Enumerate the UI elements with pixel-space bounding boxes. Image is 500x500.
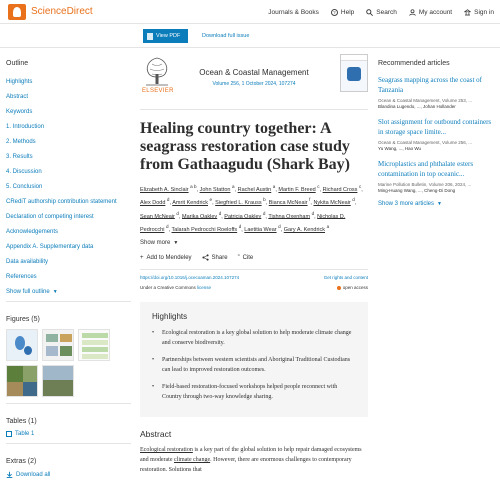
chevron-down-icon: ▼ xyxy=(173,240,179,247)
highlights-box xyxy=(140,302,368,417)
chevron-down-icon: ▼ xyxy=(52,289,58,295)
author-name[interactable]: Rachel Austin xyxy=(237,186,272,193)
open-access-badge xyxy=(337,285,368,290)
pdf-icon xyxy=(147,33,153,40)
journals-books-link[interactable]: Journals & Books xyxy=(268,8,319,16)
author-name[interactable]: Gary A. Kendrick xyxy=(283,226,326,233)
outline-heading: Outline xyxy=(6,60,29,67)
author-name[interactable]: Patricia Oakley xyxy=(224,213,262,220)
figure-thumbnail-5[interactable] xyxy=(42,365,74,397)
download-all-label: Download all xyxy=(16,471,51,478)
right-sidebar xyxy=(378,56,494,207)
download-icon xyxy=(6,471,13,478)
recommended-article-authors: Blandina Lugendo, ..., Johan Hollander xyxy=(378,104,456,109)
recommended-article-meta: Ocean & Coastal Management, Volume 256, ... xyxy=(378,140,473,145)
outline-item-abstract[interactable]: Abstract xyxy=(6,94,29,100)
journal-cover-thumbnail[interactable] xyxy=(340,54,368,92)
top-nav xyxy=(268,0,494,24)
license-row xyxy=(140,285,368,290)
author-name[interactable]: Siegfried L. Krauss xyxy=(215,200,262,207)
tables-heading: Tables (1) xyxy=(6,418,37,425)
highlight-item: • Partnerships between western scientists and Aboriginal Traditional Custodians can lead to improved restoration outcomes. xyxy=(152,355,356,375)
abstract-heading: Abstract xyxy=(140,429,172,440)
abstract-text xyxy=(140,445,368,475)
abstract-link[interactable]: climate change xyxy=(173,457,211,464)
top-bar xyxy=(0,0,500,24)
outline-item-keywords[interactable]: Keywords xyxy=(6,109,33,115)
table-1-link[interactable] xyxy=(6,431,131,437)
show-full-outline-button[interactable] xyxy=(6,289,131,295)
show-more-label: Show more xyxy=(140,240,171,247)
outline-item-credit[interactable]: CRediT authorship contribution statement xyxy=(6,199,117,205)
search-link[interactable] xyxy=(366,9,397,16)
doi-row xyxy=(140,269,368,280)
show-more-articles-button[interactable] xyxy=(378,201,494,207)
outline-list xyxy=(6,75,131,285)
figures-grid xyxy=(6,329,131,397)
article-actions xyxy=(140,254,368,261)
recommended-article-title[interactable]: Slot assignment for outbound containers in storage space limite... xyxy=(378,118,492,136)
outline-item-acknowledgements[interactable]: Acknowledgements xyxy=(6,229,59,235)
outline-item-conclusion[interactable]: 5. Conclusion xyxy=(6,184,43,190)
author-name[interactable]: Bianca McNeair xyxy=(268,200,308,207)
share-icon xyxy=(202,254,209,261)
doi-link[interactable]: https://doi.org/10.1016/j.ocecoaman.2024.107274 xyxy=(140,275,240,281)
download-full-issue-link[interactable]: Download full issue xyxy=(202,33,250,39)
journal-header xyxy=(140,50,368,110)
outline-item-appendix[interactable]: Appendix A. Supplementary data xyxy=(6,244,94,250)
share-label: Share xyxy=(211,254,228,261)
my-account-label: My account xyxy=(418,8,453,16)
journal-title[interactable]: Ocean & Coastal Management xyxy=(199,68,309,77)
outline-item-highlights[interactable]: Highlights xyxy=(6,79,33,85)
highlights-heading: Highlights xyxy=(152,312,188,322)
figure-thumbnail-3[interactable] xyxy=(78,329,110,361)
figure-thumbnail-1[interactable] xyxy=(6,329,38,361)
my-account-link[interactable] xyxy=(409,9,452,16)
search-icon xyxy=(366,9,373,16)
abstract-link[interactable]: Ecological restoration xyxy=(140,447,193,454)
highlight-text: Field-based restoration-focused workshops helped people reconnect with Country through two-way knowledge sharing. xyxy=(162,384,338,401)
recommended-article-title[interactable]: Seagrass mapping across the coast of Tanzania xyxy=(378,76,482,94)
help-icon: ? xyxy=(331,9,338,16)
license-prefix: Under a Creative Commons xyxy=(140,285,196,291)
article-title: Healing country together: A seagrass restoration case study from Gathaagudu (Shark Bay) xyxy=(140,120,350,173)
author-name[interactable]: Amrit Kendrick xyxy=(172,200,208,207)
author-name[interactable]: Nykita McNeair xyxy=(313,200,351,207)
author-name[interactable]: Elizabeth A. Sinclair xyxy=(140,186,189,193)
show-full-outline-label: Show full outline xyxy=(6,289,50,295)
highlight-text: Partnerships between western scientists and Aboriginal Traditional Custodians can lead to improved restoration outcomes. xyxy=(162,357,351,374)
author-name[interactable]: John Statton xyxy=(199,186,231,193)
author-name[interactable]: Richard Cross xyxy=(322,186,358,193)
view-pdf-button[interactable] xyxy=(143,29,188,43)
author-name[interactable]: Alex Dodd xyxy=(140,200,166,207)
divider xyxy=(6,403,131,404)
outline-item-references[interactable]: References xyxy=(6,274,37,280)
figures-heading: Figures (5) xyxy=(6,316,40,323)
abstract-fragment: . However, there are enormous challenges to contemporary restoration. Solutions that xyxy=(140,457,352,474)
brand-name: ScienceDirect xyxy=(31,6,93,17)
author-name[interactable]: Laetitia Wear xyxy=(244,226,277,233)
author-name[interactable]: Nicholas D. Pedrocchi xyxy=(140,213,346,233)
article-toolbar xyxy=(0,24,500,48)
extras-heading: Extras (2) xyxy=(6,458,37,465)
author-name[interactable]: Talarah Pedrocchi Roeloffs xyxy=(171,226,238,233)
figure-thumbnail-4[interactable] xyxy=(6,365,38,397)
outline-item-competing-interest[interactable]: Declaration of competing interest xyxy=(6,214,94,220)
show-more-button[interactable] xyxy=(140,240,368,246)
sign-in-label: Sign in xyxy=(474,8,494,16)
share-button[interactable] xyxy=(202,254,228,261)
cite-button[interactable] xyxy=(238,254,254,261)
left-sidebar xyxy=(6,56,131,478)
author-name[interactable]: Martin F. Breed xyxy=(278,186,316,193)
add-to-mendeley-label: Add to Mendeley xyxy=(146,254,192,261)
recommended-article xyxy=(378,75,494,109)
license-link[interactable]: license xyxy=(197,285,212,291)
view-pdf-label: View PDF xyxy=(156,33,181,39)
divider xyxy=(6,443,131,444)
recommended-article xyxy=(378,117,494,151)
help-label: Help xyxy=(340,8,355,16)
outline-item-introduction[interactable]: 1. Introduction xyxy=(6,124,45,130)
abstract-fragment: is a key part of the global solution to help repair damaged ecosystems and moderate xyxy=(140,447,362,464)
cite-label: Cite xyxy=(242,254,254,261)
author-name[interactable]: Marika Oakley xyxy=(182,213,218,220)
elsevier-tree-logo-icon[interactable] xyxy=(140,54,174,88)
recommended-article xyxy=(378,159,494,193)
institution-icon xyxy=(464,9,471,16)
recommended-article-meta: Ocean & Coastal Management, Volume 253, ... xyxy=(378,98,473,103)
open-access-label: open access xyxy=(342,285,368,291)
highlight-text: Ecological restoration is a key global solution to help moderate climate change and conserve biodiversity. xyxy=(162,330,352,347)
author-name[interactable]: Sean McNeair xyxy=(140,213,175,220)
sign-in-link[interactable] xyxy=(464,9,494,16)
publisher-name: ELSEVIER xyxy=(142,88,174,94)
outline-item-results[interactable]: 3. Results xyxy=(6,154,33,160)
sciencedirect-logo[interactable] xyxy=(8,4,93,20)
help-link[interactable] xyxy=(331,9,354,16)
open-access-icon xyxy=(337,286,341,290)
table-icon xyxy=(6,431,12,437)
show-more-articles-label: Show 3 more articles xyxy=(378,201,435,207)
figure-thumbnail-2[interactable] xyxy=(42,329,74,361)
article-main xyxy=(140,50,368,475)
chevron-down-icon: ▼ xyxy=(437,201,442,207)
author-list: Elizabeth A. Sinclair $^{a b}$, John Statton $^a$, Rachel Austin $^a$, Martin F. Breed $^c$, Richard Cross $^c$, Alex Dodd $^d$, Amrit Kendrick $^e$, Siegfried L. Krauss $^b$, Bianca McNeair $^f$, Nykita McNeair $^d$, Sean McNeair $^d$, Marika Oakley $^d$, Patricia Oakley $^d$, Tishna Oxenham $^d$, Nicholas D. Pedrocchi $^d$, Talarah Pedrocchi Roeloffs $^d$, Laetitia Wear $^d$, Gary A. Kendrick $^a$ xyxy=(140,184,363,233)
journal-volume[interactable]: Volume 256, 1 October 2024, 107274 xyxy=(212,81,296,87)
outline-item-methods[interactable]: 2. Methods xyxy=(6,139,36,145)
quote-icon: ” xyxy=(237,254,240,261)
recommended-article-meta: Marine Pollution Bulletin, Volume 206, 2024, ... xyxy=(378,182,472,187)
download-all-link[interactable] xyxy=(6,471,131,478)
table-1-label: Table 1 xyxy=(15,431,35,437)
add-to-mendeley-button[interactable] xyxy=(140,254,192,261)
outline-item-discussion[interactable]: 4. Discussion xyxy=(6,169,42,175)
recommended-heading: Recommended articles xyxy=(378,60,450,67)
elsevier-tree-icon xyxy=(8,4,26,20)
highlight-item: • Ecological restoration is a key global solution to help moderate climate change and conserve biodiversity. xyxy=(152,328,356,348)
plus-icon: + xyxy=(140,254,144,261)
recommended-article-authors: Ming-Huang Wang, ..., Cheng-Di Dong xyxy=(378,188,456,193)
divider xyxy=(6,301,131,302)
author-name[interactable]: Tishna Oxenham xyxy=(268,213,311,220)
license-text xyxy=(140,285,211,290)
get-rights-link[interactable]: Get rights and content xyxy=(323,275,368,281)
highlight-item: • Field-based restoration-focused workshops helped people reconnect with Country through two-way knowledge sharing. xyxy=(152,382,356,402)
recommended-article-authors: Yu Wang, ..., Hao Wu xyxy=(378,146,422,151)
search-label: Search xyxy=(376,8,397,16)
recommended-article-title[interactable]: Microplastics and phthalate esters contamination in top oceanic... xyxy=(378,160,474,178)
user-icon xyxy=(409,9,416,16)
outline-item-data-availability[interactable]: Data availability xyxy=(6,259,49,265)
